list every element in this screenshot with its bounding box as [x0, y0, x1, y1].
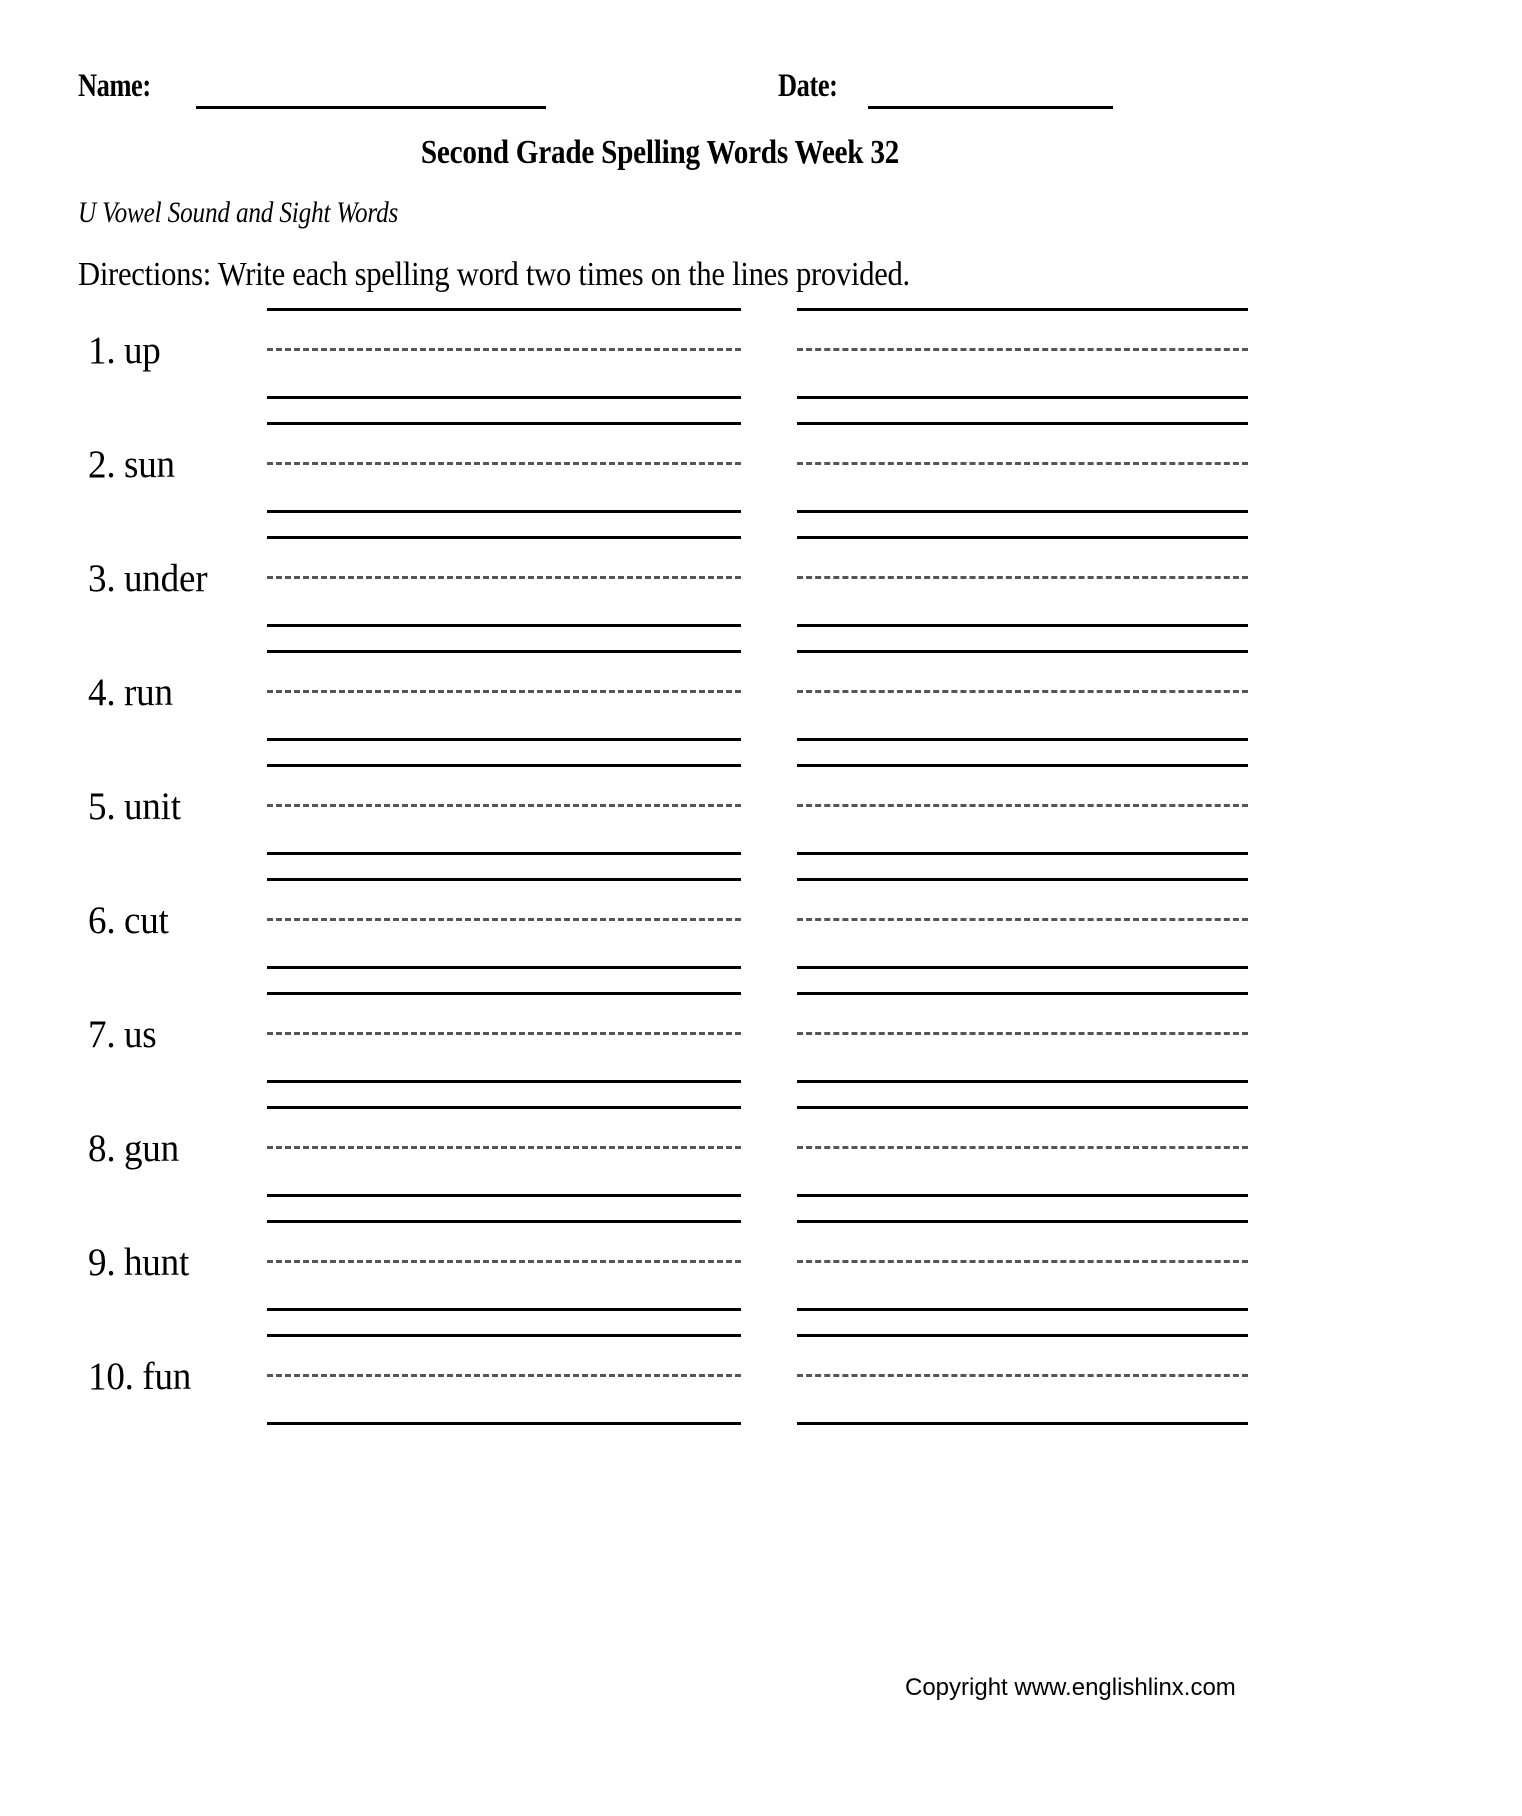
spelling-word-text: hunt: [123, 1241, 190, 1284]
handwriting-baseline: [797, 966, 1248, 969]
handwriting-dashed-midline: [797, 918, 1248, 921]
handwriting-top-line: [797, 308, 1248, 311]
handwriting-dashed-midline: [267, 690, 741, 693]
handwriting-top-line: [267, 992, 741, 995]
spelling-word-number: 1.: [88, 329, 116, 372]
table-row: [0, 300, 1522, 414]
copyright-footer: Copyright www.englishlinx.com: [905, 1674, 1236, 1701]
date-label: Date:: [778, 68, 838, 104]
page-title: Second Grade Spelling Words Week 32: [420, 134, 900, 171]
handwriting-line-group-2[interactable]: [797, 984, 1248, 1098]
handwriting-baseline: [797, 1194, 1248, 1197]
handwriting-baseline: [267, 852, 741, 855]
table-row: [0, 756, 1522, 870]
handwriting-top-line: [267, 422, 741, 425]
handwriting-top-line: [797, 422, 1248, 425]
handwriting-top-line: [267, 650, 741, 653]
handwriting-baseline: [267, 510, 741, 513]
spelling-word-text: us: [123, 1013, 157, 1056]
table-row: [0, 528, 1522, 642]
handwriting-dashed-midline: [267, 804, 741, 807]
handwriting-dashed-midline: [267, 1374, 741, 1377]
handwriting-baseline: [797, 1308, 1248, 1311]
handwriting-baseline: [797, 624, 1248, 627]
page-subtitle: U Vowel Sound and Sight Words: [78, 196, 399, 229]
handwriting-line-group-1[interactable]: [267, 756, 741, 870]
handwriting-line-group-1[interactable]: [267, 642, 741, 756]
handwriting-line-group-1[interactable]: [267, 1326, 741, 1440]
handwriting-top-line: [267, 764, 741, 767]
spelling-word-text: fun: [142, 1355, 192, 1398]
spelling-word-text: under: [123, 557, 208, 600]
handwriting-top-line: [797, 764, 1248, 767]
table-row: [0, 984, 1522, 1098]
handwriting-dashed-midline: [797, 348, 1248, 351]
handwriting-top-line: [267, 308, 741, 311]
handwriting-baseline: [797, 852, 1248, 855]
handwriting-top-line: [797, 1106, 1248, 1109]
handwriting-top-line: [267, 1334, 741, 1337]
handwriting-top-line: [797, 536, 1248, 539]
handwriting-top-line: [797, 992, 1248, 995]
handwriting-dashed-midline: [797, 462, 1248, 465]
table-row: [0, 642, 1522, 756]
handwriting-line-group-2[interactable]: [797, 870, 1248, 984]
spelling-word-number: 2.: [88, 443, 116, 486]
handwriting-baseline: [797, 738, 1248, 741]
handwriting-baseline: [797, 510, 1248, 513]
directions-text: Directions: Write each spelling word two times on the lines provided.: [78, 256, 910, 293]
handwriting-baseline: [797, 396, 1248, 399]
handwriting-dashed-midline: [267, 1032, 741, 1035]
handwriting-baseline: [797, 1422, 1248, 1425]
spelling-word-text: gun: [123, 1127, 179, 1170]
spelling-word-text: cut: [123, 899, 169, 942]
handwriting-baseline: [267, 1080, 741, 1083]
handwriting-line-group-2[interactable]: [797, 756, 1248, 870]
spelling-word-number: 7.: [88, 1013, 116, 1056]
handwriting-baseline: [797, 1080, 1248, 1083]
spelling-word-number: 10.: [88, 1355, 134, 1398]
handwriting-dashed-midline: [797, 690, 1248, 693]
handwriting-top-line: [797, 1334, 1248, 1337]
spelling-word-number: 6.: [88, 899, 116, 942]
handwriting-top-line: [797, 878, 1248, 881]
handwriting-line-group-1[interactable]: [267, 1212, 741, 1326]
table-row: [0, 414, 1522, 528]
handwriting-dashed-midline: [797, 804, 1248, 807]
handwriting-baseline: [267, 1194, 741, 1197]
handwriting-line-group-2[interactable]: [797, 1326, 1248, 1440]
handwriting-baseline: [267, 1308, 741, 1311]
spelling-word-text: sun: [123, 443, 175, 486]
handwriting-baseline: [267, 738, 741, 741]
table-row: [0, 870, 1522, 984]
handwriting-dashed-midline: [267, 348, 741, 351]
handwriting-top-line: [267, 536, 741, 539]
table-row: [0, 1098, 1522, 1212]
handwriting-top-line: [797, 650, 1248, 653]
handwriting-line-group-1[interactable]: [267, 414, 741, 528]
handwriting-baseline: [267, 966, 741, 969]
handwriting-baseline: [267, 396, 741, 399]
handwriting-dashed-midline: [267, 1260, 741, 1263]
handwriting-dashed-midline: [267, 576, 741, 579]
spelling-word-text: run: [123, 671, 173, 714]
handwriting-dashed-midline: [797, 576, 1248, 579]
name-label: Name:: [78, 68, 151, 104]
handwriting-top-line: [797, 1220, 1248, 1223]
handwriting-line-group-1[interactable]: [267, 1098, 741, 1212]
handwriting-baseline: [267, 1422, 741, 1425]
handwriting-line-group-2[interactable]: [797, 528, 1248, 642]
handwriting-top-line: [267, 1220, 741, 1223]
handwriting-dashed-midline: [267, 462, 741, 465]
handwriting-line-group-2[interactable]: [797, 1098, 1248, 1212]
handwriting-dashed-midline: [797, 1260, 1248, 1263]
handwriting-line-group-2[interactable]: [797, 300, 1248, 414]
handwriting-line-group-2[interactable]: [797, 642, 1248, 756]
table-row: [0, 1326, 1522, 1440]
handwriting-dashed-midline: [267, 918, 741, 921]
handwriting-line-group-1[interactable]: [267, 984, 741, 1098]
spelling-word-number: 5.: [88, 785, 116, 828]
spelling-word-text: up: [123, 329, 161, 372]
handwriting-line-group-1[interactable]: [267, 300, 741, 414]
handwriting-dashed-midline: [797, 1146, 1248, 1149]
spelling-word-number: 8.: [88, 1127, 116, 1170]
spelling-word-number: 9.: [88, 1241, 116, 1284]
handwriting-line-group-1[interactable]: [267, 870, 741, 984]
handwriting-top-line: [267, 878, 741, 881]
handwriting-top-line: [267, 1106, 741, 1109]
spelling-word-text: unit: [123, 785, 181, 828]
handwriting-dashed-midline: [797, 1032, 1248, 1035]
handwriting-line-group-2[interactable]: [797, 1212, 1248, 1326]
handwriting-line-group-2[interactable]: [797, 414, 1248, 528]
table-row: [0, 1212, 1522, 1326]
handwriting-dashed-midline: [267, 1146, 741, 1149]
handwriting-dashed-midline: [797, 1374, 1248, 1377]
spelling-word-number: 4.: [88, 671, 116, 714]
spelling-word-number: 3.: [88, 557, 116, 600]
handwriting-line-group-1[interactable]: [267, 528, 741, 642]
handwriting-baseline: [267, 624, 741, 627]
